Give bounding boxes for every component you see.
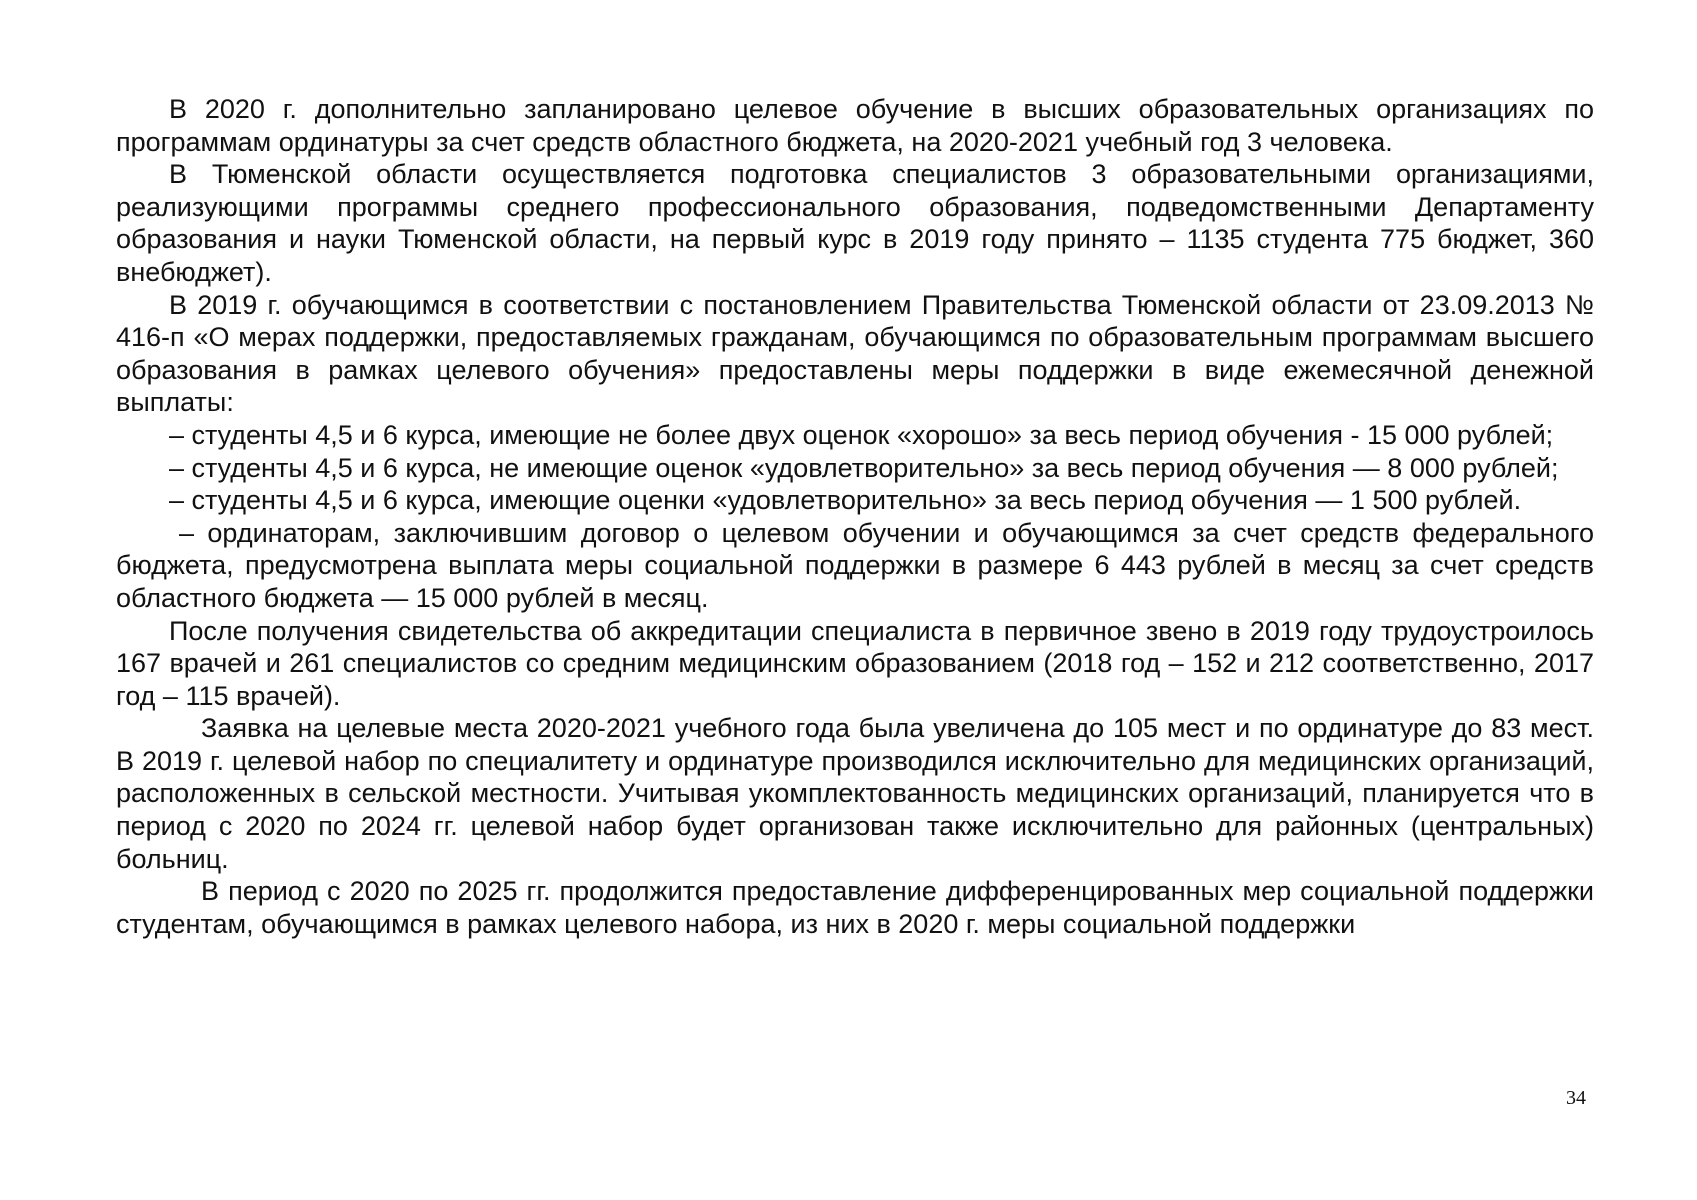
paragraph-tyumen-spo-training: В Тюменской области осуществляется подготовка специалистов 3 образовательными организациями, реализующими программы среднего профессионального образования, подведомственными Департаменту образования и науки Тюменской области, на первый курс в 2019 году принято – 1135 студента 775 бюджет, 360 внебюджет). xyxy=(116,159,1594,287)
list-item-residents-payment: – ординаторам, заключившим договор о целевом обучении и обучающимся за счет средств федерального бюджета, предусмотрена выплата меры социальной поддержки в размере 6 443 рублей в месяц за счет средств областного бюджета — 15 000 рублей в месяц. xyxy=(116,517,1594,613)
paragraph-targeted-places-request: Заявка на целевые места 2020-2021 учебного года была увеличена до 105 мест и по ординатуре до 83 мест. В 2019 г. целевой набор по специалитету и ординатуре производился исключительно для медицинских организаций, расположенных в сельской местности. Учитывая укомплектованность медицинских организаций, планируется что в период с 2020 по 2024 гг. целевой набор будет организован также исключительно для районных (центральных) больниц. xyxy=(116,713,1594,874)
paragraph-support-2020-2025: В период с 2020 по 2025 гг. продолжится предоставление дифференцированных мер социальной поддержки студентам, обучающимся в рамках целевого набора, из них в 2020 г. меры социальной поддержки xyxy=(116,876,1594,939)
paragraph-employment-after-accreditation: После получения свидетельства об аккредитации специалиста в первичное звено в 2019 году трудоустроилось 167 врачей и 261 специалистов со средним медицинским образованием (2018 год – 152 и 212 соответственно, 2017 год – 115 врачей). xyxy=(116,615,1594,711)
list-item-payment-1500: – студенты 4,5 и 6 курса, имеющие оценки «удовлетворительно» за весь период обучения — 1 500 рублей. xyxy=(169,485,1522,516)
paragraph-support-measures-2019: В 2019 г. обучающимся в соответствии с постановлением Правительства Тюменской области от 23.09.2013 № 416-п «О мерах поддержки, предоставляемых гражданам, обучающимся по образовательным программам высшего образования в рамках целевого обучения» предоставлены меры поддержки в виде ежемесячной денежной выплаты: xyxy=(116,289,1594,418)
document-body xyxy=(116,93,1594,940)
list-item-payment-8000: – студенты 4,5 и 6 курса, не имеющие оценок «удовлетворительно» за весь период обучения — 8 000 рублей; xyxy=(169,452,1559,483)
paragraph-targeted-residency-2020: В 2020 г. дополнительно запланировано целевое обучение в высших образовательных организациях по программам ординатуры за счет средств областного бюджета, на 2020-2021 учебный год 3 человека. xyxy=(116,94,1594,157)
list-item-payment-15000: – студенты 4,5 и 6 курса, имеющие не более двух оценок «хорошо» за весь период обучения - 15 000 рублей; xyxy=(169,419,1554,450)
page-number: 34 xyxy=(1566,1087,1586,1109)
